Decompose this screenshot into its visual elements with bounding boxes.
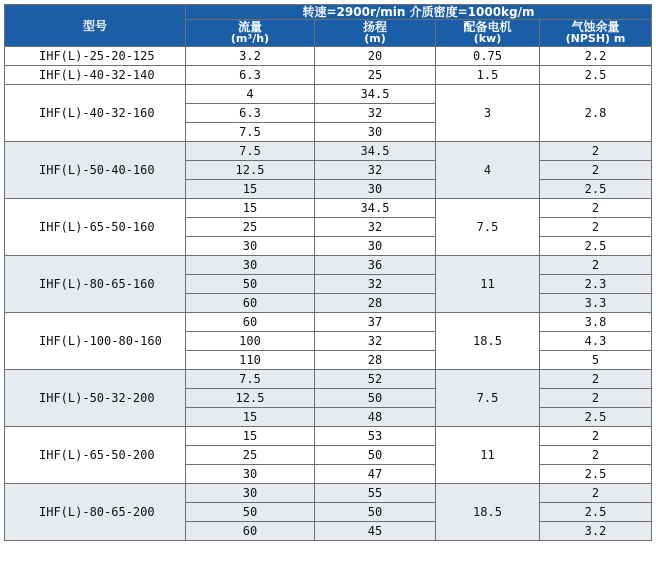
flow-cell: 15	[186, 408, 315, 427]
npsh-cell: 5	[540, 351, 652, 370]
model-name: IHF(L)-65-50-160	[39, 220, 155, 234]
model-cell	[5, 256, 186, 313]
flow-cell: 7.5	[186, 370, 315, 389]
table-row	[5, 199, 652, 218]
flow-cell: 7.5	[186, 123, 315, 142]
table-row	[5, 484, 652, 503]
head-cell: 32	[315, 275, 436, 294]
head-cell: 50	[315, 503, 436, 522]
head-cell: 47	[315, 465, 436, 484]
model-cell	[5, 313, 186, 370]
table-row	[5, 142, 652, 161]
motor-cell: 11	[436, 427, 540, 484]
table-row	[5, 85, 652, 104]
head-cell: 37	[315, 313, 436, 332]
model-name: IHF(L)-40-32-160	[39, 106, 155, 120]
head-header-name: 扬程	[362, 20, 387, 34]
head-cell: 50	[315, 446, 436, 465]
npsh-header	[540, 20, 652, 47]
npsh-cell: 2.5	[540, 237, 652, 256]
flow-cell: 15	[186, 199, 315, 218]
motor-cell: 7.5	[436, 199, 540, 256]
head-cell: 34.5	[315, 85, 436, 104]
npsh-cell: 2.5	[540, 66, 652, 85]
model-name: IHF(L)-40-32-140	[39, 68, 155, 82]
npsh-cell: 2	[540, 256, 652, 275]
flow-cell: 60	[186, 522, 315, 541]
motor-cell: 18.5	[436, 484, 540, 541]
model-cell	[5, 484, 186, 541]
model-cell	[5, 370, 186, 427]
npsh-cell: 2.5	[540, 180, 652, 199]
head-cell: 32	[315, 161, 436, 180]
flow-cell: 4	[186, 85, 315, 104]
npsh-cell: 2	[540, 446, 652, 465]
flow-cell: 15	[186, 427, 315, 446]
motor-cell: 7.5	[436, 370, 540, 427]
table-row	[5, 66, 652, 85]
head-header-unit: (m)	[364, 32, 386, 45]
model-name: IHF(L)-80-65-160	[39, 277, 155, 291]
flow-header	[186, 20, 315, 47]
motor-header-name: 配备电机	[463, 20, 512, 34]
head-cell: 28	[315, 294, 436, 313]
motor-cell: 11	[436, 256, 540, 313]
model-name: IHF(L)-100-80-160	[39, 334, 162, 348]
model-name: IHF(L)-80-65-200	[39, 505, 155, 519]
npsh-cell: 4.3	[540, 332, 652, 351]
model-header: 型号	[5, 5, 186, 47]
motor-cell: 4	[436, 142, 540, 199]
npsh-cell: 3.3	[540, 294, 652, 313]
table-row	[5, 256, 652, 275]
table-header	[5, 5, 652, 47]
flow-cell: 12.5	[186, 161, 315, 180]
head-header	[315, 20, 436, 47]
npsh-cell: 2.8	[540, 85, 652, 142]
table-row	[5, 47, 652, 66]
head-cell: 34.5	[315, 199, 436, 218]
npsh-cell: 2	[540, 199, 652, 218]
model-cell	[5, 199, 186, 256]
pump-spec-table	[4, 4, 652, 541]
model-cell	[5, 47, 186, 66]
head-cell: 30	[315, 123, 436, 142]
flow-cell: 110	[186, 351, 315, 370]
table-row	[5, 427, 652, 446]
flow-cell: 100	[186, 332, 315, 351]
head-cell: 28	[315, 351, 436, 370]
head-cell: 32	[315, 332, 436, 351]
flow-cell: 60	[186, 313, 315, 332]
table-body	[5, 47, 652, 541]
flow-cell: 50	[186, 275, 315, 294]
npsh-header-unit: (NPSH) m	[565, 32, 626, 45]
motor-cell: 0.75	[436, 47, 540, 66]
head-cell: 30	[315, 180, 436, 199]
head-cell: 36	[315, 256, 436, 275]
flow-cell: 6.3	[186, 104, 315, 123]
flow-cell: 6.3	[186, 66, 315, 85]
flow-cell: 7.5	[186, 142, 315, 161]
condition-header: 转速=2900r/min 介质密度=1000kg/m	[186, 5, 652, 20]
head-cell: 45	[315, 522, 436, 541]
flow-cell: 15	[186, 180, 315, 199]
flow-cell: 3.2	[186, 47, 315, 66]
head-cell: 55	[315, 484, 436, 503]
npsh-cell: 2	[540, 427, 652, 446]
motor-cell: 18.5	[436, 313, 540, 370]
model-name: IHF(L)-25-20-125	[39, 49, 155, 63]
table-row	[5, 370, 652, 389]
head-cell: 52	[315, 370, 436, 389]
model-cell	[5, 427, 186, 484]
npsh-cell: 2	[540, 142, 652, 161]
flow-header-unit: (m³/h)	[230, 32, 270, 45]
head-cell: 34.5	[315, 142, 436, 161]
head-cell: 50	[315, 389, 436, 408]
head-cell: 20	[315, 47, 436, 66]
npsh-cell: 3.2	[540, 522, 652, 541]
flow-cell: 30	[186, 465, 315, 484]
npsh-cell: 2.2	[540, 47, 652, 66]
model-cell	[5, 66, 186, 85]
motor-cell: 1.5	[436, 66, 540, 85]
motor-header	[436, 20, 540, 47]
flow-header-name: 流量	[237, 20, 262, 34]
head-cell: 53	[315, 427, 436, 446]
npsh-cell: 2.3	[540, 275, 652, 294]
flow-cell: 25	[186, 446, 315, 465]
head-cell: 30	[315, 237, 436, 256]
model-name: IHF(L)-50-40-160	[39, 163, 155, 177]
npsh-cell: 2.5	[540, 503, 652, 522]
npsh-cell: 2.5	[540, 465, 652, 484]
npsh-cell: 2	[540, 218, 652, 237]
motor-header-unit: (kw)	[473, 32, 502, 45]
model-name: IHF(L)-65-50-200	[39, 448, 155, 462]
model-name: IHF(L)-50-32-200	[39, 391, 155, 405]
head-cell: 32	[315, 218, 436, 237]
npsh-cell: 2.5	[540, 408, 652, 427]
flow-cell: 60	[186, 294, 315, 313]
model-cell	[5, 85, 186, 142]
npsh-header-name: 气蚀余量	[571, 20, 620, 34]
head-cell: 25	[315, 66, 436, 85]
flow-cell: 30	[186, 484, 315, 503]
flow-cell: 12.5	[186, 389, 315, 408]
flow-cell: 30	[186, 256, 315, 275]
npsh-cell: 2	[540, 484, 652, 503]
npsh-cell: 2	[540, 161, 652, 180]
model-cell	[5, 142, 186, 199]
head-cell: 32	[315, 104, 436, 123]
flow-cell: 50	[186, 503, 315, 522]
npsh-cell: 2	[540, 370, 652, 389]
flow-cell: 30	[186, 237, 315, 256]
table-row	[5, 313, 652, 332]
head-cell: 48	[315, 408, 436, 427]
flow-cell: 25	[186, 218, 315, 237]
npsh-cell: 3.8	[540, 313, 652, 332]
motor-cell: 3	[436, 85, 540, 142]
npsh-cell: 2	[540, 389, 652, 408]
